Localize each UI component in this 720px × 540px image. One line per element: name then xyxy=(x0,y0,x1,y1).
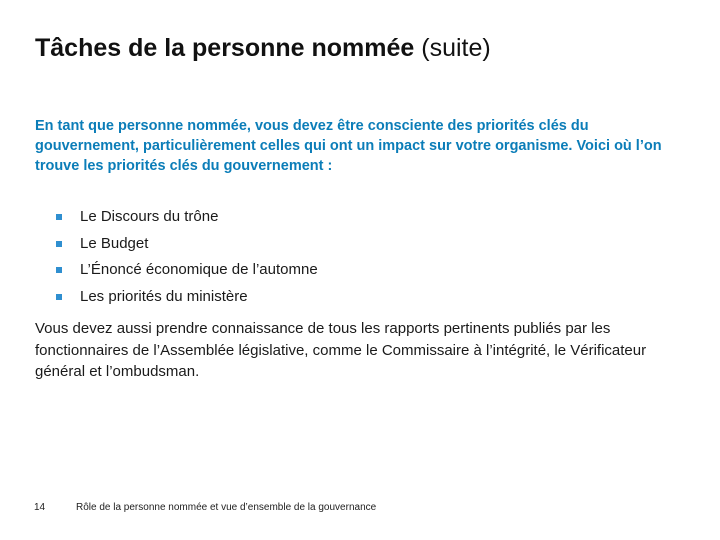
list-item-label: Le Discours du trône xyxy=(80,208,219,225)
footer-text: Rôle de la personne nommée et vue d’ensemble de la gouvernance xyxy=(76,502,377,513)
square-bullet-icon xyxy=(56,214,62,220)
list-item xyxy=(56,284,318,311)
list-item xyxy=(56,257,318,284)
slide-title-main: Tâches de la personne nommée xyxy=(35,34,415,62)
square-bullet-icon xyxy=(56,294,62,300)
square-bullet-icon xyxy=(56,267,62,273)
list-item xyxy=(56,204,318,231)
square-bullet-icon xyxy=(56,241,62,247)
slide-title-suffix: (suite) xyxy=(421,34,491,62)
list-item-label: Les priorités du ministère xyxy=(80,287,248,305)
page-number: 14 xyxy=(34,502,46,513)
list-item-label: Le Budget xyxy=(80,234,149,252)
priority-list xyxy=(56,204,318,310)
closing-paragraph: Vous devez aussi prendre connaissance de tous les rapports pertinents publiés par les fonctionnaires de l’Assemblée législative, comme le Commissaire à l’intégrité, le Vérificateur général et l’ombudsman. xyxy=(35,320,647,380)
list-item-label: L’Énoncé économique de l’automne xyxy=(80,261,318,278)
intro-paragraph: En tant que personne nommée, vous devez être consciente des priorités clés du gouvernement, particulièrement celles qui ont un impact sur votre organisme. Voici où l’on trouve les priorités clés du gouvernement : xyxy=(35,118,662,174)
list-item xyxy=(56,231,318,258)
slide-title xyxy=(35,30,491,66)
